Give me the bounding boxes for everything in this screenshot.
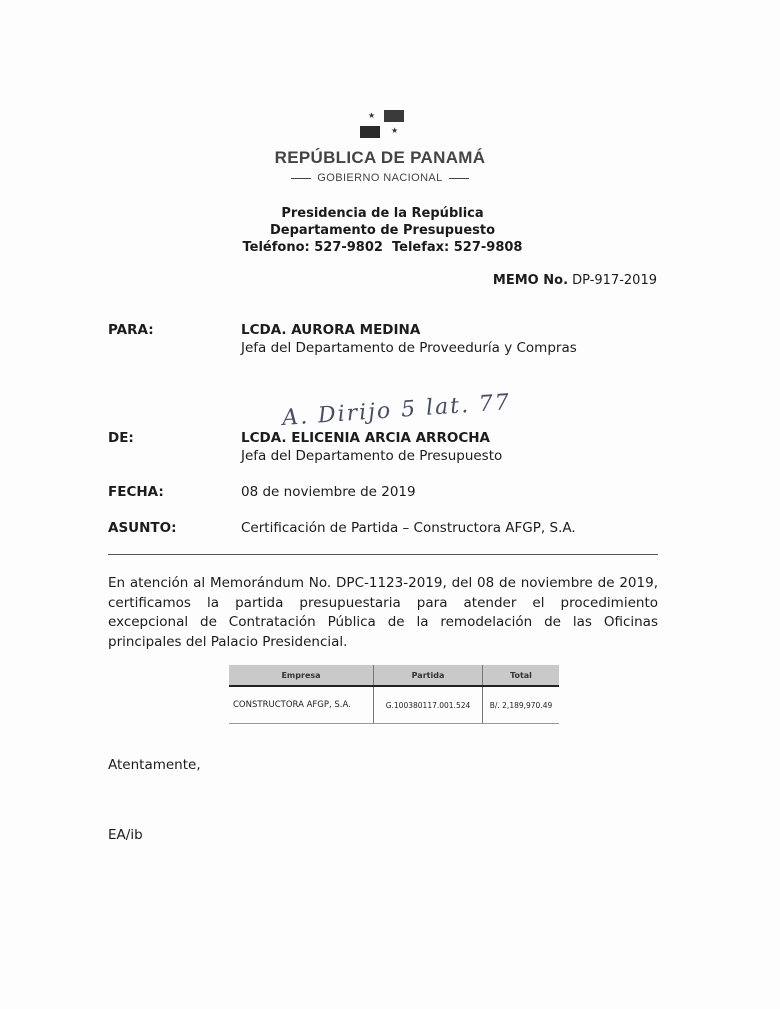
header-partida: Partida	[374, 665, 483, 686]
country-title: REPÚBLICA DE PANAMÁ	[274, 148, 486, 167]
cell-partida: G.100380117.001.524	[374, 686, 483, 724]
cell-empresa: CONSTRUCTORA AFGP, S.A.	[229, 686, 374, 724]
department-name: Departamento de Presupuesto	[269, 223, 496, 238]
date-value: 08 de noviembre de 2019	[241, 484, 416, 500]
contact-line: Teléfono: 527-9802 Telefax: 527-9808	[242, 240, 523, 255]
header-empresa: Empresa	[229, 665, 374, 686]
sender-title: Jefa del Departamento de Presupuesto	[241, 448, 503, 464]
handwritten-signature: A. Dirijo 5 lat. 77	[281, 390, 512, 431]
asunto-label: ASUNTO:	[108, 520, 177, 536]
panama-flag-icon: ★ ★	[358, 108, 408, 144]
memo-number: MEMO No. DP-917-2019	[492, 273, 657, 288]
subject-value: Certificación de Partida – Constructora AFGP, S.A.	[241, 520, 576, 536]
cell-total: B/. 2,189,970.49	[483, 686, 560, 724]
initials-text: EA/ib	[108, 827, 143, 843]
para-label: PARA:	[108, 322, 154, 338]
recipient-name: LCDA. AURORA MEDINA	[241, 322, 421, 338]
table-row	[229, 686, 559, 724]
recipient-title: Jefa del Departamento de Proveeduría y Compras	[241, 340, 577, 356]
header-divider	[108, 554, 658, 555]
office-name: Presidencia de la República	[281, 206, 484, 221]
de-label: DE:	[108, 430, 134, 446]
body-paragraph: En atención al Memorándum No. DPC-1123-2019, del 08 de noviembre de 2019, certificamos la partida presupuestaria para atender el procedimiento excepcional de Contratación Pública de la remodelación de las Oficinas principales del Palacio Presidencial.	[108, 575, 658, 650]
closing-text: Atentamente,	[108, 757, 201, 773]
table-header-row	[229, 665, 559, 686]
header-total: Total	[483, 665, 560, 686]
certification-table	[229, 665, 559, 724]
sender-name: LCDA. ELICENIA ARCIA ARROCHA	[241, 430, 490, 446]
fecha-label: FECHA:	[108, 484, 164, 500]
government-subtitle: GOBIERNO NACIONAL	[0, 172, 760, 184]
